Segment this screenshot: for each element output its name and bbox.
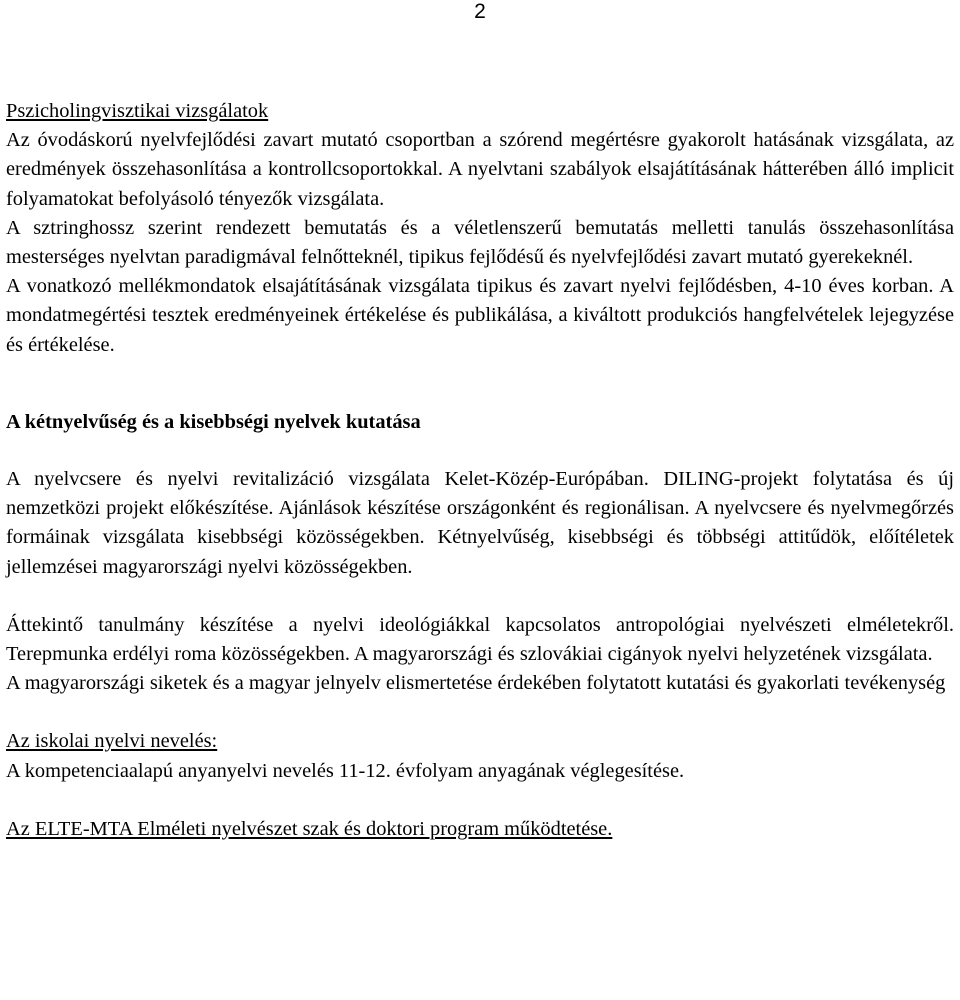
section-gap xyxy=(6,698,954,727)
section-heading-psycholinguistics: Pszicholingvisztikai vizsgálatok xyxy=(6,100,269,122)
paragraph-bilingualism-1: A nyelvcsere és nyelvi revitalizáció vizsgálata Kelet-Közép-Európában. DILING-projekt folytatása és új nemzetközi projekt előkészítése. Ajánlások készítése országonként és regionálisan. A nyelvcsere és nyelvmegőrzés formáinak vizsgálata kisebbségi közösségekben. Kétnyelvűség, kisebbségi és többségi attitűdök, előítéletek jellemzései magyarországi nyelvi közösségekben. xyxy=(6,468,954,578)
section-gap xyxy=(6,786,954,815)
section-gap xyxy=(6,360,954,408)
paragraph-school-education: A kompetenciaalapú anyanyelvi nevelés 11-12. évfolyam anyagának véglegesítése. xyxy=(6,759,685,782)
paragraph-bilingualism-3: A magyarországi siketek és a magyar jelnyelv elismertetése érdekében folytatott kutatási és gyakorlati tevékenység xyxy=(6,672,946,695)
document-body xyxy=(6,97,954,844)
paragraph-psycholinguistics-1: Az óvodáskorú nyelvfejlődési zavart mutató csoportban a szórend megértésre gyakorolt hatásának vizsgálata, az eredmények összehasonlítása a kontrollcsoportokkal. A nyelvtani szabályok elsajátításának hátterében álló implicit folyamatokat befolyásoló tényezők vizsgálata. xyxy=(6,129,954,210)
section-heading-school-education: Az iskolai nyelvi nevelés: xyxy=(6,730,218,753)
paragraph-bilingualism-2: Áttekintő tanulmány készítése a nyelvi ideológiákkal kapcsolatos antropológiai nyelvészeti elméletekről. Terepmunka erdélyi roma közösségekben. A magyarországi és szlovákiai cigányok nyelvi helyzetének vizsgálata. xyxy=(6,613,954,666)
section-gap xyxy=(6,437,954,465)
paragraph-gap xyxy=(6,582,954,611)
section-heading-bilingualism: A kétnyelvűség és a kisebbségi nyelvek kutatása xyxy=(6,410,421,433)
paragraph-psycholinguistics-3: A vonatkozó mellékmondatok elsajátításának vizsgálata tipikus és zavart nyelvi fejlődésben, 4-10 éves korban. A mondatmegértési tesztek eredményeinek értékelése és publikálása, a kiváltott produkciós hangfelvételek lejegyzése és értékelése. xyxy=(6,275,954,356)
page-number: 2 xyxy=(474,0,486,23)
section-heading-elte-mta: Az ELTE-MTA Elméleti nyelvészet szak és doktori program működtetése. xyxy=(6,817,613,840)
paragraph-psycholinguistics-2: A sztringhossz szerint rendezett bemutatás és a véletlenszerű bemutatás melletti tanulás összehasonlítása mesterséges nyelvtan paradigmával felnőtteknél, tipikus fejlődésű és nyelvfejlődési zavart mutató gyerekeknél. xyxy=(6,216,954,269)
